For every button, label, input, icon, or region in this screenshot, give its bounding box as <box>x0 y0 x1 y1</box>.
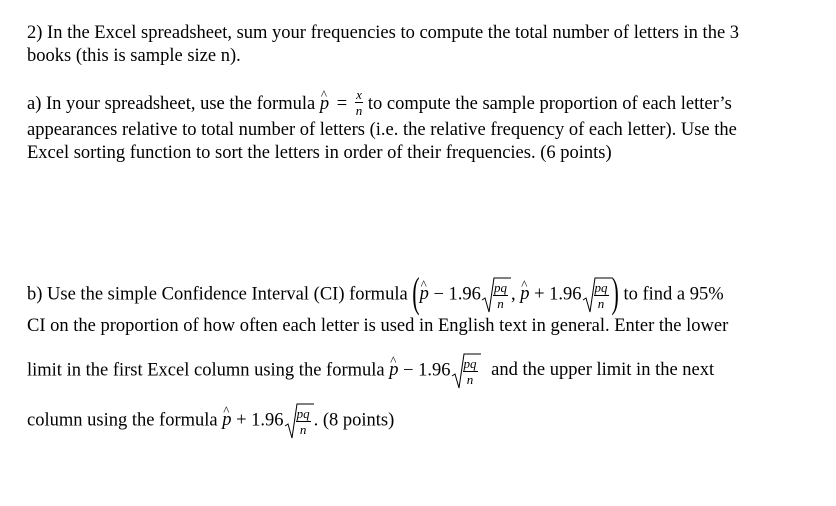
left-paren: ( <box>412 268 420 316</box>
phat-symbol: p ^ <box>320 93 329 115</box>
phat-symbol: p ^ <box>389 359 398 381</box>
sqrt-pq-over-n: pq n <box>284 402 314 440</box>
equals-sign: = <box>336 93 348 114</box>
part-a-line-1 <box>27 87 732 119</box>
right-paren: ) <box>611 268 619 316</box>
phat-symbol: p ^ <box>420 283 429 305</box>
part-a-line-3: Excel sorting function to sort the letters in order of their frequencies. (6 points) <box>27 143 612 163</box>
part-b-line-1 <box>27 268 724 316</box>
minus-coefficient: − 1.96 <box>403 360 451 381</box>
part-b-line-3 <box>27 352 714 390</box>
part-b-line-2: CI on the proportion of how often each letter is used in English text in general. Enter the lower <box>27 316 729 336</box>
phat-symbol: p ^ <box>222 409 231 431</box>
plus-coefficient: + 1.96 <box>534 284 582 305</box>
sqrt-pq-over-n: pq n <box>582 276 612 314</box>
comma: , <box>510 284 516 305</box>
part-b-line-3-tail: and the upper limit in the next <box>491 360 715 381</box>
x-over-n-fraction: $\frac{x}{n}$ <box>355 87 363 118</box>
sqrt-pq-over-n: pq n <box>451 352 481 390</box>
part-b-line-4-tail: . (8 points) <box>313 410 395 431</box>
part-a-lead-text: a) In your spreadsheet, use the formula <box>27 93 316 114</box>
part-a-line-2: appearances relative to total number of letters (i.e. the relative frequency of each letter). Use the <box>27 120 737 140</box>
plus-coefficient: + 1.96 <box>236 410 284 431</box>
part-b-line-3-lead: limit in the first Excel column using the formula <box>27 360 385 381</box>
question-2-line-1: 2) In the Excel spreadsheet, sum your frequencies to compute the total number of letters in the 3 <box>27 23 740 43</box>
question-2-line-2: books (this is sample size n). <box>27 46 241 66</box>
phat-symbol: p ^ <box>520 283 529 305</box>
part-a-after-formula: to compute the sample proportion of each letter’s <box>367 93 732 114</box>
sqrt-pq-over-n: pq n <box>481 276 511 314</box>
part-b-lead-text: b) Use the simple Confidence Interval (CI) formula <box>27 284 408 305</box>
part-b-line-4-lead: column using the formula <box>27 410 218 431</box>
part-b-line-4 <box>27 402 394 440</box>
part-b-after-formula: to find a 95% <box>623 284 724 305</box>
minus-coefficient: − 1.96 <box>433 284 481 305</box>
